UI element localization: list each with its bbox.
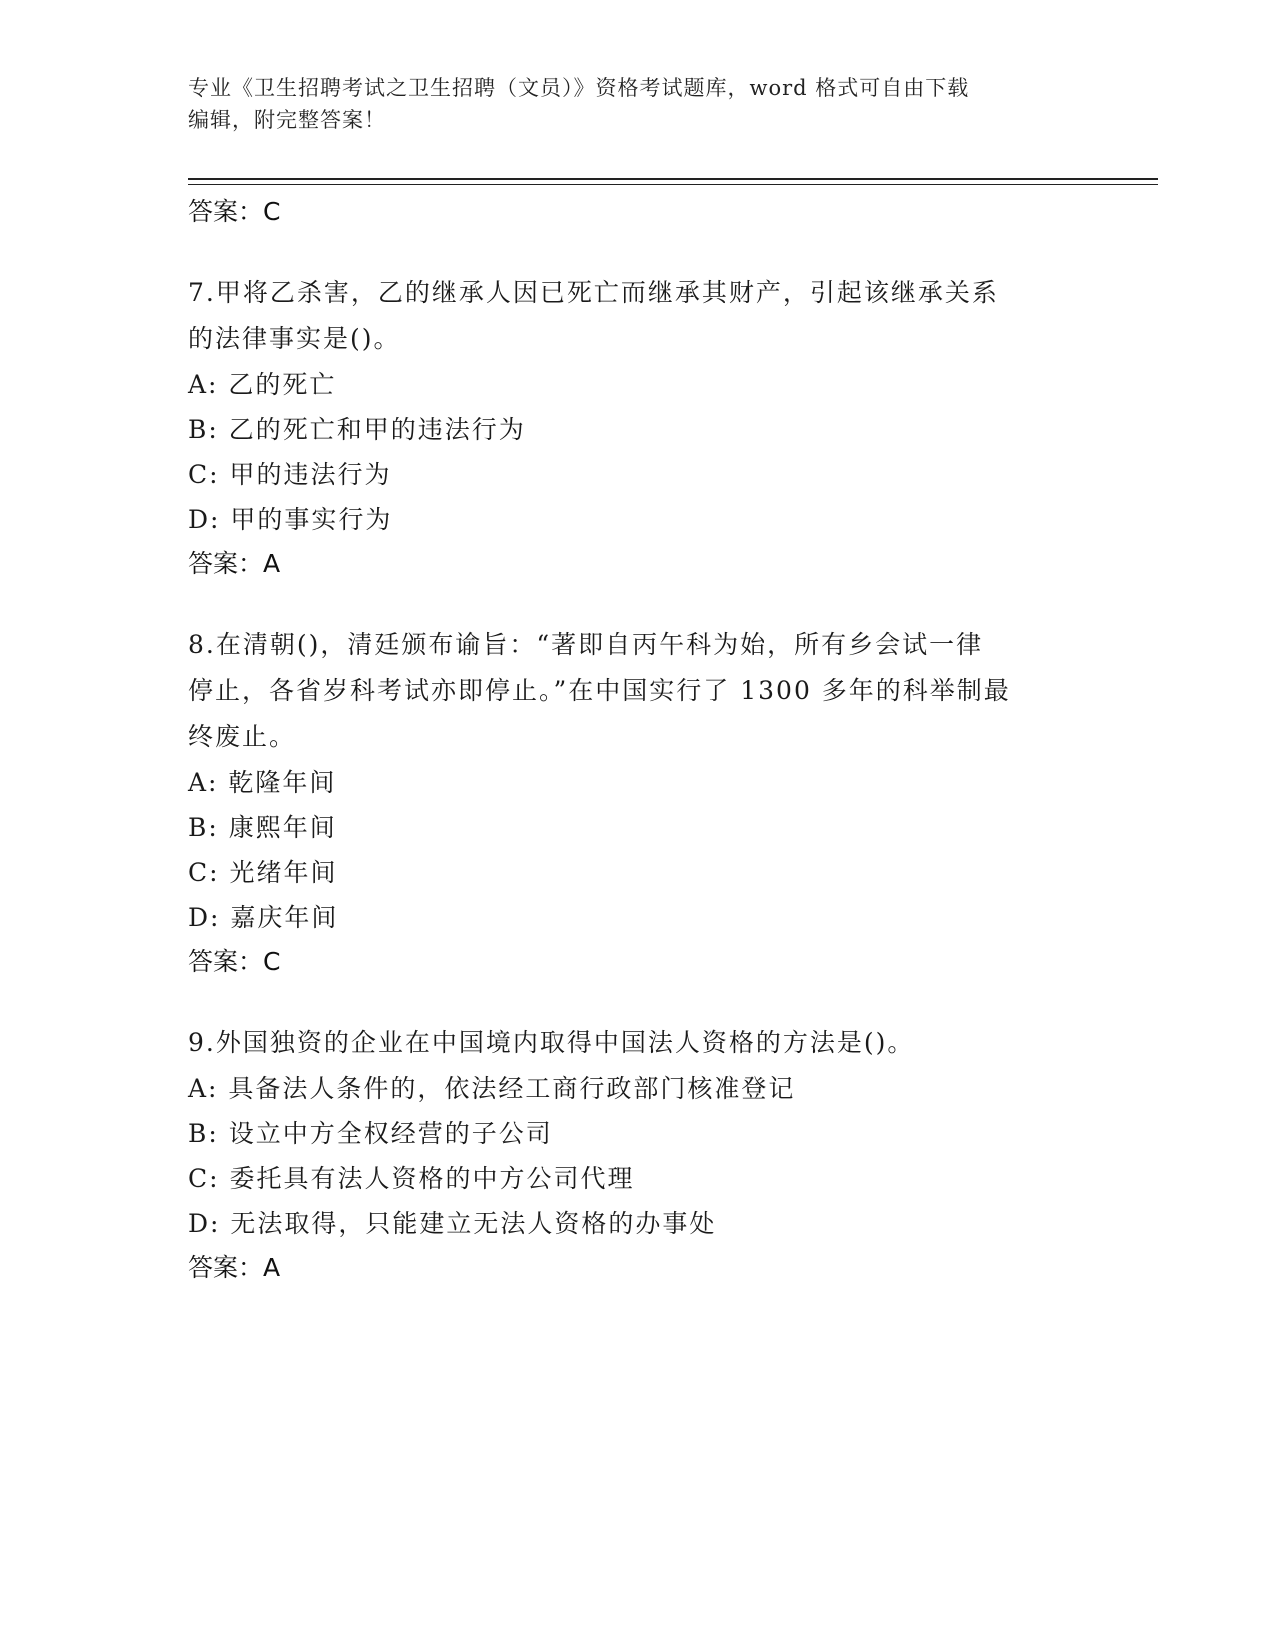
option-b: B: 康熙年间 (188, 813, 337, 842)
question-text: 8.在清朝()，清廷颁布谕旨：“著即自丙午科为始，所有乡会试一律 (188, 630, 984, 659)
header-rule-thin (188, 184, 1158, 185)
option-b: B: 设立中方全权经营的子公司 (188, 1119, 553, 1148)
document-header (188, 72, 1088, 136)
option-d: D: 嘉庆年间 (188, 903, 339, 932)
answer-line: 答案：A (188, 1253, 281, 1282)
answer-line: 答案：C (188, 947, 281, 976)
option-d: D: 甲的事实行为 (188, 505, 393, 534)
question-text: 终废止。 (188, 722, 297, 751)
question-7 (188, 270, 1088, 586)
question-text: 7.甲将乙杀害，乙的继承人因已死亡而继承其财产，引起该继承关系 (188, 278, 999, 307)
question-9 (188, 1020, 1088, 1290)
option-c: C: 甲的违法行为 (188, 460, 392, 489)
header-rule-thick (188, 178, 1158, 180)
question-text: 9.外国独资的企业在中国境内取得中国法人资格的方法是()。 (188, 1028, 915, 1057)
header-line-1: 专业《卫生招聘考试之卫生招聘（文员）》资格考试题库，word 格式可自由下载 (188, 76, 970, 100)
option-c: C: 光绪年间 (188, 858, 338, 887)
option-a: A: 具备法人条件的，依法经工商行政部门核准登记 (188, 1074, 796, 1103)
answer-line: 答案：A (188, 549, 281, 578)
option-a: A: 乙的死亡 (188, 370, 337, 399)
option-c: C: 委托具有法人资格的中方公司代理 (188, 1164, 635, 1193)
option-d: D: 无法取得，只能建立无法人资格的办事处 (188, 1209, 717, 1238)
header-line-2: 编辑，附完整答案！ (188, 108, 386, 132)
question-8 (188, 622, 1088, 984)
question-list (188, 190, 1088, 1290)
answer-line: 答案：C (188, 197, 281, 226)
option-b: B: 乙的死亡和甲的违法行为 (188, 415, 526, 444)
question-text: 的法律事实是()。 (188, 324, 401, 353)
option-a: A: 乾隆年间 (188, 768, 337, 797)
question-text: 停止，各省岁科考试亦即停止。”在中国实行了 1300 多年的科举制最 (188, 676, 1011, 705)
